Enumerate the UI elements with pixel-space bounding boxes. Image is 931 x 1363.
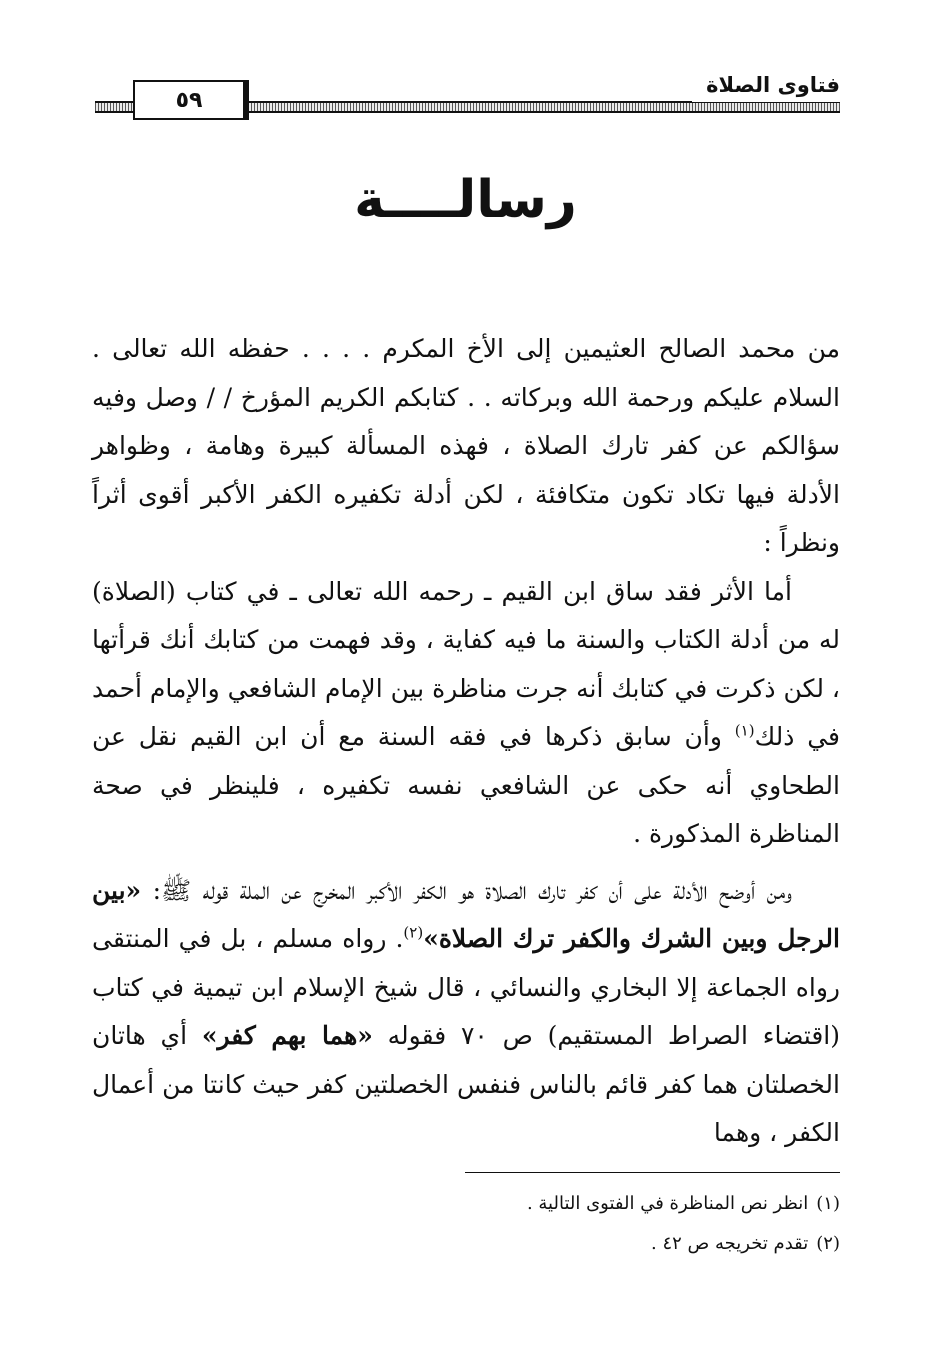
footnote-1-number: (١) (816, 1193, 840, 1214)
body-text (92, 325, 840, 1158)
hadith-quote-2: «هما بهم كفر» (201, 1021, 373, 1050)
paragraph-3-text-b: . رواه مسلم ، بل في المنتقى رواه الجماعة إلا البخاري والنسائي ، قال شيخ الإسلام ابن تيمية في كتاب (اقتضاء الصراط المستقيم) ص ٧٠ فقوله (92, 924, 840, 1050)
hadith-quote: «بين الرجل وبين الشرك والكفر ترك الصلاة» (92, 875, 840, 953)
footnotes (440, 1184, 840, 1264)
paragraph-2-text-a: أما الأثر فقد ساق ابن القيم ـ رحمه الله تعالى ـ في كتاب (الصلاة) له من أدلة الكتاب والسنة ما فيه كفاية ، وقد فهمت من كتابك أنك قرأتها ، لكن ذكرت في كتابك أنه جرت مناظرة بين الإمام الشافعي والإمام أحمد في ذلك (92, 576, 841, 751)
paragraph-1 (92, 325, 840, 568)
paragraph-2-text-b: وأن سابق ذكرها في فقه السنة مع أن ابن القيم نقل عن الطحاوي أنه حكى عن الشافعي نفسه تكفيره ، فلينظر في صحة المناظرة المذكورة . (92, 722, 840, 848)
paragraph-3-text-c: أي هاتان الخصلتان هما كفر قائم بالناس فنفس الخصلتين كفر حيث كانتا من أعمال الكفر ، وهما (92, 1021, 840, 1147)
paragraph-2 (92, 568, 840, 859)
footnote-2-number: (٢) (816, 1233, 840, 1254)
footnote-ref-2: (٢) (403, 923, 424, 942)
running-title: فتاوى الصلاة (692, 70, 840, 102)
footnote-separator (465, 1172, 840, 1173)
page-header (95, 70, 840, 120)
paragraph-3 (92, 867, 840, 1158)
footnote-ref-1: (١) (734, 721, 755, 740)
paragraph-1-text: من محمد الصالح العثيمين إلى الأخ المكرم . . . . حفظه الله تعالى . السلام عليكم ورحمة الله وبركاته . . كتابكم الكريم المؤرخ / / وصل وفيه سؤالكم عن كفر تارك الصلاة ، فهذه المسألة كبيرة وهامة ، وظواهر الأدلة فيها تكاد تكون متكافئة ، لكن أدلة تكفيره الكفر الأكبر أقوى أثراً ونظراً : (92, 334, 840, 557)
chapter-title: رسالــــة (354, 170, 577, 230)
footnote-2 (440, 1224, 840, 1264)
footnote-2-text: تقدم تخريجه ص ٤٢ . (650, 1233, 809, 1254)
page-number: ٥٩ (133, 80, 245, 120)
footnote-1 (440, 1184, 840, 1224)
paragraph-3-text-a: ومن أوضح الأدلة على أن كفر تارك الصلاة هو الكفر الأكبر المخرج عن الملة قوله ﷺ: (141, 875, 792, 905)
footnote-1-text: انظر نص المناظرة في الفتوى التالية . (526, 1193, 809, 1214)
